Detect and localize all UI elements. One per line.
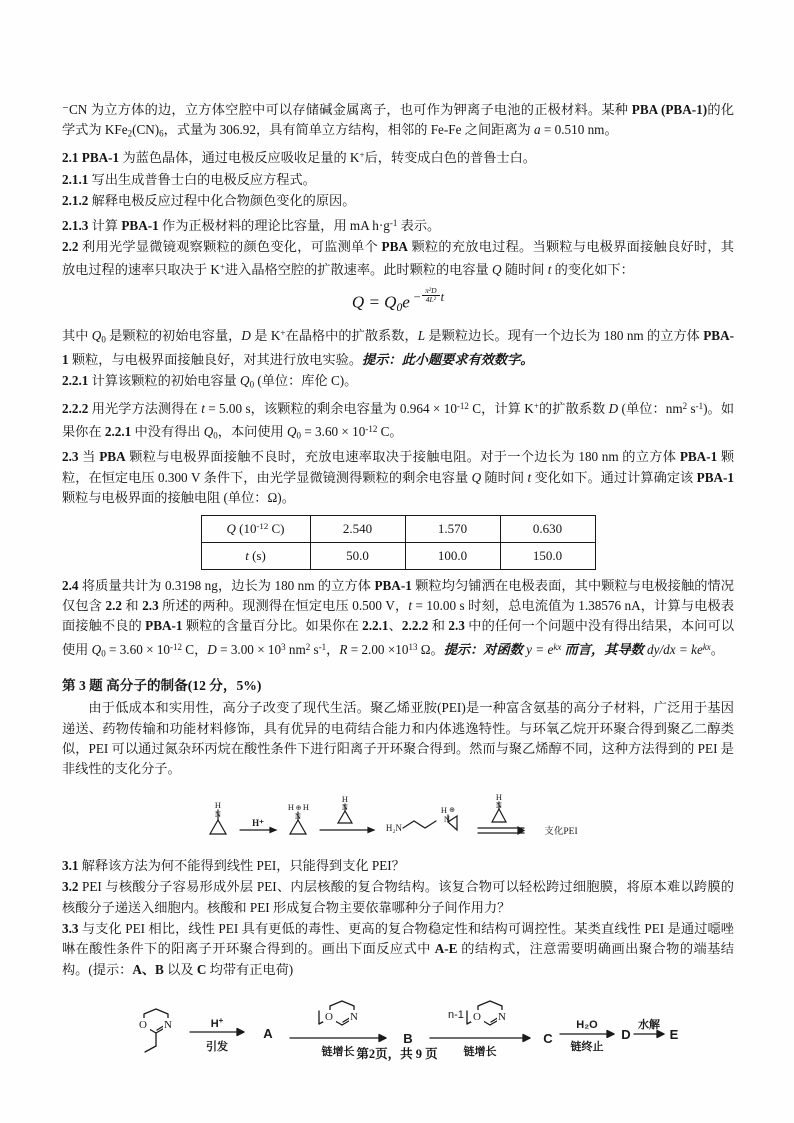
q33-c: 以及 — [163, 961, 197, 977]
intro-text-a: ⁻CN 为立方体的边，立方体空腔中可以存储碱金属离子，也可作为钾离子电池的正极材料。某种 — [62, 102, 632, 117]
equation-exp-base: e — [402, 292, 410, 312]
chain-h2n-label: H₂N — [385, 822, 403, 833]
question-2-2-2 — [62, 396, 734, 446]
species-label-a: A — [263, 1026, 273, 1042]
q24-c: 和 — [121, 597, 143, 613]
species-label-d: D — [621, 1027, 631, 1043]
question-2-2-number: 2.2 — [62, 239, 79, 254]
q23-bold3: PBA-1 — [696, 469, 735, 485]
chain-n-charge: ⊕ — [449, 805, 455, 814]
q222-j: = 3.60 × 10 — [301, 424, 366, 440]
q24-hint-c: 而言，其导数 — [561, 641, 648, 657]
q24-j: = 3.60 × 10 — [105, 641, 171, 657]
question-2-2-var-q: Q — [492, 262, 502, 278]
question-2-1-text-a: 为蓝色晶体，通过电极反应吸收足量的 K — [119, 150, 360, 166]
question-2-1-2-number: 2.1.2 — [62, 193, 89, 209]
intro-text-c: 的化学式为 KFe — [62, 102, 735, 138]
q24-hint-b: = — [532, 641, 548, 657]
question-3-1 — [62, 856, 734, 876]
q23-f: 颗粒与电极界面的接触电阻 (单位：Ω)。 — [62, 490, 295, 506]
species-label-e: E — [669, 1027, 678, 1043]
q23-bold1: PBA — [99, 449, 126, 465]
arrow-2-condition-label: 链增长 — [321, 1046, 355, 1059]
q24-hint-d: = — [675, 641, 692, 657]
q24-b: 颗粒均匀铺洒在电极表面，其中颗粒与电极接触的情况仅包含 — [62, 577, 734, 613]
arrow-1-condition-label: 引发 — [206, 1041, 228, 1054]
aziridine-scheme-svg — [188, 786, 608, 848]
table-header-charge-tail: C) — [268, 520, 285, 536]
q24-sub1: 0 — [101, 648, 106, 659]
question-2-1-3-text-a: 计算 — [88, 217, 122, 233]
question-2-4-number: 2.4 — [62, 577, 79, 593]
q23-c: 颗粒，在恒定电压 0.300 V 条件下，由光学显微镜测得颗粒的剩余电容量 — [62, 449, 735, 485]
aziridinium-h-right: H — [302, 801, 310, 812]
q24-h: 和 — [428, 618, 449, 634]
arrow-1-label-proton: H⁺ — [252, 817, 264, 828]
table-header-time-symbol: t — [245, 547, 249, 563]
q24-var-t: t — [408, 597, 413, 613]
q222-bold1: 2.2.1 — [104, 424, 132, 440]
charge-time-table — [201, 515, 596, 570]
q24-sup4: -1 — [318, 641, 327, 652]
q24-a: 将质量共计为 0.3198 ng，边长为 180 nm 的立方体 — [78, 577, 375, 593]
q33-a: 与支化 PEI 相比，线性 PEI 具有更低的毒性、更高的复合物稳定性和结构可调控性。某类直线性 PEI 是通过噁唑啉在酸性条件下的阳离子开环聚合得到的。画出下面反应式中 — [62, 920, 734, 957]
intro-sub-6: 6 — [159, 128, 164, 139]
section-3-heading: 第 3 题 高分子的制备(12 分，5%) — [62, 677, 262, 693]
q24-hint-a: 提示：对函数 — [443, 641, 527, 657]
q24-m: nm — [285, 641, 306, 657]
q222-d: 的扩散系数 — [538, 400, 609, 416]
equation-fraction-denominator: 4L² — [422, 295, 440, 304]
question-2-1-3-text-b: 作为正极材料的理论比容量，用 mA h·g — [158, 217, 390, 233]
question-2-2-bold-pba: PBA — [381, 239, 408, 254]
q222-a: 用光学方法测得在 — [88, 400, 202, 416]
question-2-1-2-text: 解释电极反应过程中化合物颜色变化的原因。 — [88, 193, 356, 209]
arrow-1-reagent-label: H+ — [210, 1016, 224, 1031]
q24-d: 所述的两种。现测得在恒定电压 0.500 V， — [158, 597, 409, 613]
question-2-1-3-number: 2.1.3 — [62, 217, 89, 233]
question-3-3 — [62, 919, 734, 980]
q222-b: = 5.00 s，该颗粒的剩余电容量为 0.964 × 10 — [204, 400, 457, 416]
table-header-time — [201, 542, 310, 569]
explain-superscript: + — [280, 327, 286, 338]
q24-bold5: 2.2.1 — [362, 618, 389, 634]
arrow-5-reagent-label: 水解 — [638, 1019, 660, 1032]
q24-hint-ke: ke — [691, 641, 703, 657]
q24-l: = 3.00 × 10 — [216, 641, 282, 657]
q33-d: 均带有正电荷) — [206, 961, 294, 977]
q24-var-q0: Q — [91, 641, 102, 657]
table-row — [201, 542, 595, 569]
q23-var-t: t — [527, 469, 532, 485]
equation-tail-t: t — [440, 290, 445, 305]
q24-g: 、 — [388, 618, 402, 634]
question-2-1-3-superscript: -1 — [389, 217, 398, 228]
q24-k: C， — [181, 641, 208, 657]
aziridine-2-n-label: N — [341, 801, 349, 812]
q24-hint-end: 。 — [710, 641, 724, 657]
section-3-intro: 由于低成本和实用性，高分子改变了现代生活。聚乙烯亚胺(PEI)是一种富含氨基的高分子材料，广泛用于基因递送、药物传输和功能材料修饰，具有优异的电荷结合能力和内体逃逸特性。与环氧乙烷开环聚合得到聚乙二醇类似，PEI 可以通过氮杂环丙烷在酸性条件下进行阳离子开环聚合得到。然而与聚乙烯醇不同，这种方法得到的 PEI 是非线性的支化分子。 — [62, 700, 734, 777]
table-row — [201, 515, 595, 542]
q24-sup3: 2 — [305, 641, 311, 652]
intro-text-e: ，式量为 306.92，具有简单立方结构，相邻的 Fe-Fe 之间距离为 — [163, 122, 534, 138]
question-3-1-number: 3.1 — [62, 857, 79, 873]
question-2-1-3 — [62, 213, 734, 236]
equation-diffusion-decay — [62, 286, 734, 314]
q24-sup1: -12 — [170, 641, 182, 652]
table-cell-charge-2: 1.570 — [405, 515, 500, 542]
oxazoline-ring-3-n-label: N — [498, 1011, 506, 1024]
question-2-2-text-d: 随时间 — [501, 262, 548, 278]
q24-hint-dy: dy/dx — [647, 641, 676, 657]
question-3-3-number: 3.3 — [62, 920, 79, 936]
explain-bold-pba1: PBA-1 — [62, 327, 735, 367]
q24-bold7: 2.3 — [448, 618, 465, 634]
q24-hint-kx: kx — [553, 641, 562, 652]
question-3-2-text: PEI 与核酸分子容易形成外层 PEI、内层核酸的复合物结构。该复合物可以轻松跨过细胞膜，将原本难以跨膜的核酸分子递送入细胞内。核酸和 PEI 形成复合物主要依靠哪种分子间作用力？ — [62, 879, 734, 915]
aziridinium-charge: ⊕ — [295, 803, 302, 812]
question-2-1-3-bold: PBA-1 — [121, 217, 159, 233]
oxazoline-ring-1-n-label: N — [164, 1019, 172, 1032]
intro-pba-label: PBA (PBA-1) — [631, 102, 708, 117]
q24-n: s — [310, 641, 319, 657]
question-2-3 — [62, 447, 734, 508]
aziridinium-n-label: N — [294, 810, 302, 821]
table-cell-time-3: 150.0 — [500, 542, 595, 569]
q33-bold-c: C — [196, 961, 207, 977]
aziridinium-h-left: H — [287, 801, 295, 812]
equation-lhs-sub: 0 — [396, 300, 403, 314]
explain-text-f: 颗粒，与电极界面接触良好，对其进行放电实验。 — [68, 351, 363, 367]
question-2-2-text-e: 的变化如下： — [551, 262, 634, 278]
table-header-time-rest: (s) — [248, 547, 266, 563]
q24-var-r: R — [339, 641, 348, 657]
equation-minus: − — [412, 290, 422, 305]
question-2-3-number: 2.3 — [62, 449, 79, 465]
oxazoline-ring-3-o-label: O — [473, 1011, 481, 1024]
question-2-1-1 — [62, 170, 734, 190]
q222-var-d: D — [608, 400, 619, 416]
q24-hint-e: e — [547, 641, 554, 657]
intro-text-d: (CN) — [132, 122, 160, 138]
aziridine-1-h-label: H — [214, 799, 222, 810]
question-2-2-1-var-sub: 0 — [249, 379, 255, 390]
equation-lhs: Q = Q — [351, 292, 397, 312]
table-cell-charge-3: 0.630 — [500, 515, 595, 542]
q33-bold-ae: A-E — [434, 941, 458, 957]
question-2-2-1-var-q: Q — [240, 373, 250, 389]
question-3-1-text: 解释该方法为何不能得到线性 PEI，只能得到支化 PEI？ — [78, 857, 405, 873]
chain-n-label: N — [443, 813, 451, 824]
q222-c: C，计算 K — [468, 400, 534, 416]
page-content — [62, 100, 734, 1080]
q33-b: 的结构式，注意需要明确画出聚合物的端基结构。(提示： — [62, 941, 734, 977]
question-2-4 — [62, 576, 734, 664]
question-2-1-number: 2.1 PBA-1 — [62, 150, 120, 166]
question-3-2 — [62, 877, 734, 918]
arrow-3-condition-label: 链增长 — [463, 1046, 497, 1059]
q222-k: C。 — [377, 424, 403, 440]
table-header-charge-rest: (10 — [235, 520, 257, 536]
question-3-2-number: 3.2 — [62, 879, 79, 895]
q24-bold2: 2.2 — [105, 597, 122, 613]
oxazoline-ring-2-n-label: N — [350, 1011, 358, 1024]
q23-b: 颗粒与电极界面接触不良时，充放电速率取决于接触电阻。对于一个边长为 180 nm 的立方体 — [125, 449, 680, 465]
question-2-2-1 — [62, 371, 734, 395]
table-cell-charge-1: 2.540 — [310, 515, 405, 542]
q222-sup5: -12 — [365, 424, 378, 435]
explain-text-a: 其中 — [62, 327, 92, 343]
q24-var-d: D — [207, 641, 217, 657]
intro-sub-2: 2 — [127, 128, 133, 139]
q222-i: ，本问使用 — [217, 424, 288, 440]
q222-sup4: -1 — [695, 400, 704, 411]
q222-f: s — [687, 400, 696, 416]
q222-sub1: 0 — [213, 430, 218, 441]
oxazoline-ring-2-o-label: O — [325, 1011, 333, 1024]
q222-var-q0b: Q — [287, 424, 297, 440]
q24-o: ， — [326, 641, 340, 657]
paragraph-equation-explanation — [62, 323, 734, 370]
q23-bold2: PBA-1 — [679, 449, 718, 465]
intro-text-g: = 0.510 nm。 — [540, 122, 618, 138]
q222-sup2: + — [533, 400, 539, 411]
q24-bold6: 2.2.2 — [401, 618, 429, 634]
scheme-1-product-label: 支化PEI — [544, 826, 578, 837]
question-2-2-text-a: 利用光学显微镜观察颗粒的颜色变化，可监测单个 — [78, 239, 382, 254]
question-2-2-superscript: + — [219, 262, 225, 273]
question-2-2-2-number: 2.2.2 — [62, 400, 89, 416]
question-2-2-text-c: 进入晶格空腔的扩散速率。此时颗粒的电容量 — [224, 262, 492, 278]
arrow-3-stoichiometry-label: n-1 — [448, 1009, 464, 1022]
q24-bold4: PBA-1 — [145, 618, 183, 634]
species-label-b: B — [403, 1031, 413, 1047]
reaction-scheme-aziridine — [62, 786, 734, 848]
q24-p: = 2.00 ×10 — [347, 641, 409, 657]
aziridine-1-n-label: N — [214, 808, 222, 819]
explain-text-d: 在晶格中的扩散系数， — [285, 327, 418, 343]
q24-bold3: 2.3 — [142, 597, 159, 613]
table-header-charge-exponent: -12 — [256, 520, 269, 531]
intro-var-a: a — [534, 122, 541, 138]
question-2-2-var-t: t — [547, 262, 552, 278]
q222-sub2: 0 — [296, 430, 302, 441]
aziridine-2-h-label: H — [341, 793, 349, 804]
q222-var-t: t — [201, 400, 205, 416]
q33-bold-ab: A、B — [132, 961, 164, 977]
equation-fraction-numerator: π²D — [425, 286, 437, 296]
q23-a: 当 — [78, 449, 100, 465]
question-2-1 — [62, 145, 734, 168]
explain-var-l: L — [417, 327, 426, 343]
explain-text-b: 是颗粒的初始电容量， — [105, 327, 242, 343]
question-2-1-3-text-c: 表示。 — [397, 217, 441, 233]
question-2-2 — [62, 237, 734, 281]
q222-g: )。如果你在 — [62, 400, 735, 440]
q23-d: 随时间 — [481, 469, 528, 485]
explain-var-q0: Q — [91, 327, 102, 343]
explain-text-c: 是 K — [250, 327, 281, 343]
arrow-4-condition-label: 链终止 — [570, 1041, 604, 1054]
question-2-2-text-b: 颗粒的充放电过程。当颗粒与电极界面接触良好时，其放电过程的速率只取决于 K — [62, 239, 734, 278]
question-2-1-superscript: + — [359, 150, 365, 161]
question-2-2-1-number: 2.2.1 — [62, 373, 89, 389]
question-2-1-1-number: 2.1.1 — [62, 171, 89, 187]
q24-sup2: 3 — [281, 641, 286, 652]
q24-hint-y: y — [526, 641, 532, 657]
q24-sup5: 13 — [408, 641, 418, 652]
chain-n-h-label: H — [440, 804, 448, 815]
q24-e: = 10.00 s 时刻，总电流值为 1.38576 nA，计算与电极表面接触不良的 — [62, 597, 735, 634]
q24-q: Ω。 — [417, 641, 444, 657]
table-header-charge — [201, 515, 310, 542]
q222-e: (单位：nm — [618, 400, 683, 416]
question-2-1-text-b: 后，转变成白色的普鲁士白。 — [364, 150, 536, 166]
explain-var-q0-sub: 0 — [101, 334, 106, 345]
question-2-1-2 — [62, 191, 734, 211]
q222-var-q0: Q — [203, 424, 214, 440]
explain-text-e: 是颗粒边长。现有一个边长为 180 nm 的立方体 — [425, 327, 704, 343]
question-2-1-1-text: 写出生成普鲁士白的电极反应方程式。 — [88, 171, 316, 187]
table-cell-time-2: 100.0 — [405, 542, 500, 569]
question-2-2-1-text-a: 计算该颗粒的初始电容量 — [88, 373, 241, 389]
aziridine-3-n-label: N — [495, 799, 503, 810]
arrow-4-reagent-label: H₂O — [576, 1019, 598, 1032]
aziridine-3-h-label: H — [495, 791, 503, 802]
q24-hint-kx2: kx — [702, 641, 711, 652]
table-cell-time-1: 50.0 — [310, 542, 405, 569]
paragraph-intro — [62, 100, 734, 144]
explain-hint: 提示：此小题要求有效数字。 — [362, 351, 534, 367]
page-footer: 第2页，共 9 页 — [356, 1047, 438, 1061]
species-label-c: C — [543, 1031, 553, 1047]
q222-sup1: -12 — [456, 400, 469, 411]
explain-var-d: D — [241, 327, 251, 343]
data-table-wrapper — [62, 515, 734, 570]
q24-f: 颗粒的含量百分比。如果你在 — [182, 618, 363, 634]
q23-var-q: Q — [471, 469, 482, 485]
table-header-charge-symbol: Q — [226, 520, 236, 536]
equation-fraction — [422, 287, 440, 304]
q24-i: 中的任何一个问题中没有得出结果，本问可以使用 — [62, 618, 735, 657]
q24-bold1: PBA-1 — [374, 577, 412, 593]
question-2-2-1-text-b: (单位：库伦 C)。 — [254, 373, 358, 389]
q222-sup3: 2 — [682, 400, 688, 411]
q23-e: 变化如下。通过计算确定该 — [531, 469, 697, 485]
q222-h: 中没有得出 — [131, 424, 204, 440]
oxazoline-ring-1-o-label: O — [139, 1019, 147, 1032]
